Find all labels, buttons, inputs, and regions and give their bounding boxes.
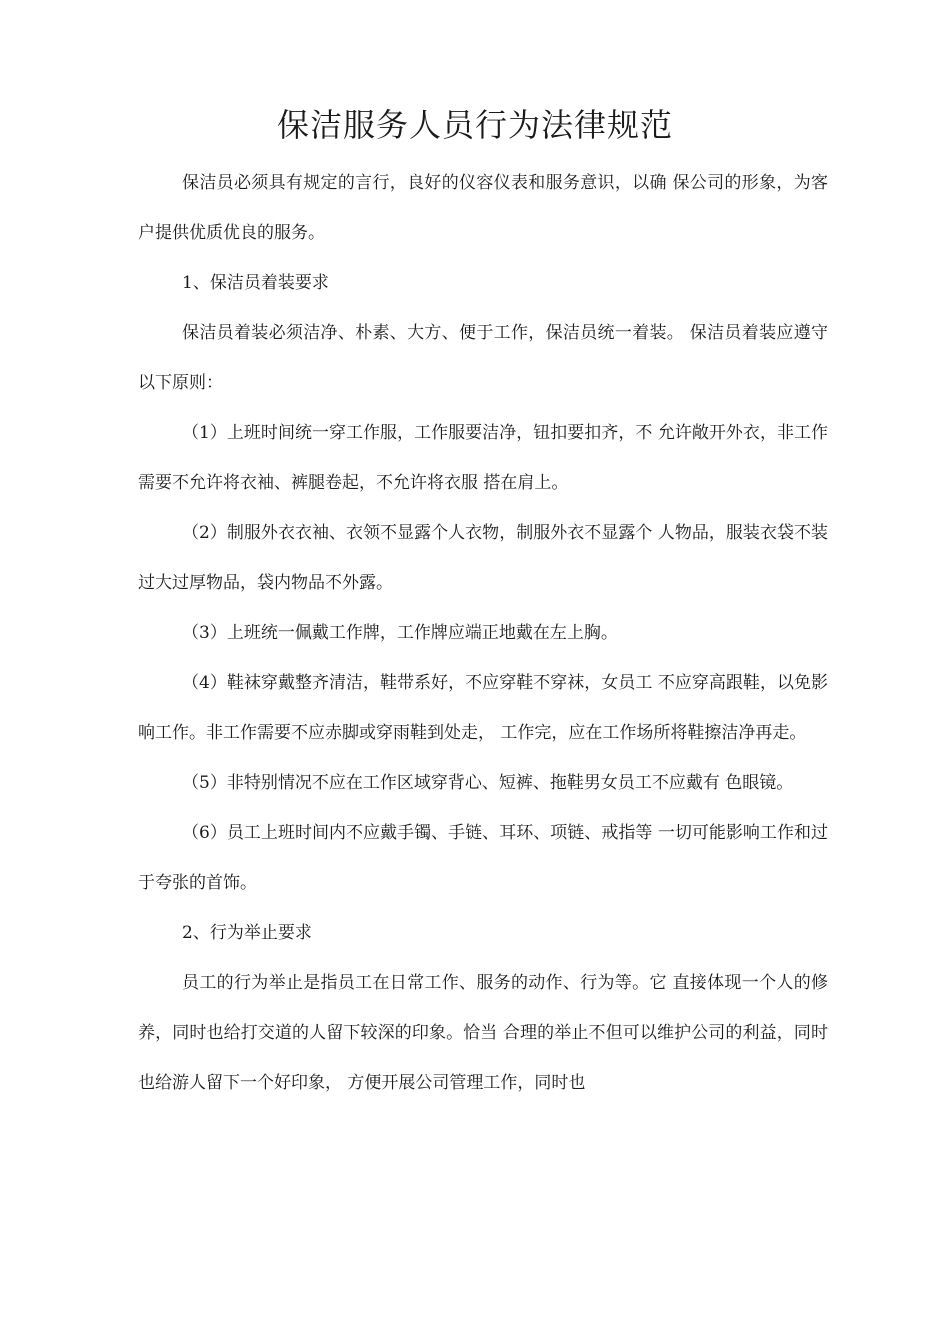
body-paragraph [138,958,828,1108]
document-title: 保洁服务人员行为法律规范 [276,106,673,144]
paragraph-line: 鞋，以免影响工作。非工作需要不应赤脚或穿雨鞋到处走， 工作完，应在工作场 [138,673,829,743]
paragraph-line: 眼镜。 [742,773,794,793]
paragraph-line: （5）非特别情况不应在工作区域穿背心、短裤、拖鞋男女员工不应戴有 色 [182,773,743,793]
paragraph-line: 象，为客户提供优质优良的服务。 [138,173,829,243]
paragraph-line: 装应遵守以下原则： [138,323,829,393]
paragraph-line: 员工的行为举止是指员工在日常工作、服务的动作、行为等。它 直接体现一 [182,973,760,993]
paragraph-line: 响工作和过于夸张的首饰。 [138,823,829,893]
body-paragraph [138,258,828,308]
body-paragraph [138,808,828,908]
paragraph-line: 1、保洁员着装要求 [182,273,329,293]
body-paragraph [138,508,828,608]
body-paragraph [138,658,828,758]
paragraph-line: 2、行为举止要求 [182,923,312,943]
body-paragraph [138,408,828,508]
paragraph-line: 保洁员着装必须洁净、朴素、大方、便于工作，保洁员统一着装。 保洁员着 [182,323,760,343]
paragraph-line: 护公司的利益，同时也给游人留下一个好印象， 方便开展公司管理工作，同时也 [138,1023,828,1093]
paragraph-line: （6）员工上班时间内不应戴手镯、手链、耳环、项链、戒指等 一切可能影 [182,823,743,843]
paragraph-line: 个人的修养，同时也给打交道的人留下较深的印象。恰当 合理的举止不但可以维 [138,973,829,1043]
paragraph-line: 保洁员必须具有规定的言行，良好的仪容仪表和服务意识，以确 保公司的形 [182,173,760,193]
body-paragraph [138,608,828,658]
body-paragraph [138,758,828,808]
paragraph-line: 衣，非工作需要不允许将衣袖、裤腿卷起，不允许将衣服 搭在肩上。 [138,423,829,493]
document-body [138,158,828,1108]
body-paragraph [138,308,828,408]
body-paragraph [138,158,828,258]
paragraph-line: （2）制服外衣衣袖、衣领不显露个人衣物，制服外衣不显露个 人物品，服 [182,523,743,543]
paragraph-line: （4）鞋袜穿戴整齐清洁，鞋带系好，不应穿鞋不穿袜，女员工 不应穿高跟 [182,673,743,693]
paragraph-line: 装衣袋不装过大过厚物品，袋内物品不外露。 [138,523,829,593]
paragraph-line: （3）上班统一佩戴工作牌，工作牌应端正地戴在左上胸。 [182,623,618,643]
paragraph-line: 所将鞋擦洁净再走。 [653,723,807,743]
body-paragraph [138,908,828,958]
paragraph-line: （1）上班时间统一穿工作服，工作服要洁净，钮扣要扣齐，不 允许敞开外 [182,423,743,443]
